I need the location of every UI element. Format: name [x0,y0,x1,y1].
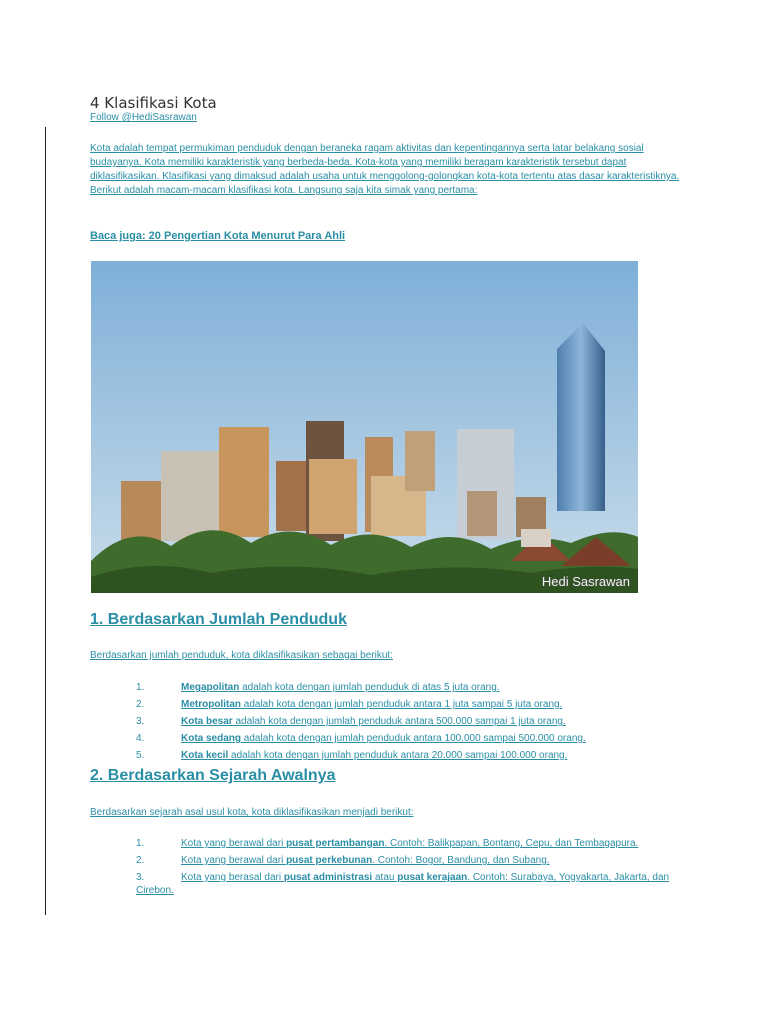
item-number: 5. [136,750,145,761]
item-term: Kota kecil [181,750,229,761]
list-item[interactable] [136,715,676,728]
baca-juga-link[interactable]: Baca juga: 20 Pengertian Kota Menurut Para Ahli [90,230,346,242]
item-term: pusat kerajaan [397,872,468,883]
item-text: . Contoh: Surabaya, Yogyakarta, Jakarta, dan Cirebon. [136,872,670,896]
section1-heading[interactable]: 1. Berdasarkan Jumlah Penduduk [90,611,347,628]
list-item[interactable] [136,837,676,850]
item-text: Kota yang berawal dari [181,838,287,849]
list-item[interactable] [136,854,676,867]
item-number: 2. [136,855,145,866]
item-text: adalah kota dengan jumlah penduduk antara 500.000 sampai 1 juta orang. [232,716,566,727]
list-item[interactable] [136,749,676,762]
section2-intro[interactable]: Berdasarkan sejarah asal usul kota, kota diklasifikasikan menjadi berikut: [90,807,414,818]
section1-intro[interactable]: Berdasarkan jumlah penduduk, kota diklasifikasikan sebagai berikut: [90,650,393,661]
intro-paragraph[interactable]: Kota adalah tempat permukiman penduduk dengan beraneka ragam aktivitas dan kepentingannya serta latar belakang sosial budayanya. Kota memiliki karakteristik yang berbeda-beda. Kota-kota yang memiliki beragam karakteristik tersebut dapat diklasifikasikan. Klasifikasi yang dimaksud adalah usaha untuk menggolong-golongkan kota-kota tertentu atas dasar karakteristiknya. Berikut adalah macam-macam klasifikasi kota. Langsung saja kita simak yang pertama: [90,143,680,196]
item-number: 2. [136,699,145,710]
follow-link[interactable]: Follow @HediSasrawan [90,112,197,123]
skyline-illustration [91,261,638,593]
item-number: 4. [136,733,145,744]
item-text: adalah kota dengan jumlah penduduk di atas 5 juta orang. [239,682,500,693]
item-number: 3. [136,872,145,883]
page-title: 4 Klasifikasi Kota [90,94,217,112]
list-item[interactable] [136,871,676,897]
section2-heading[interactable]: 2. Berdasarkan Sejarah Awalnya [90,767,336,784]
item-text: . Contoh: Bogor, Bandung, dan Subang. [372,855,550,866]
list-item[interactable] [136,698,676,711]
item-text: Kota yang berasal dari [181,872,284,883]
item-text: adalah kota dengan jumlah penduduk antara 20.000 sampai 100.000 orang. [228,750,568,761]
page-margin-line [45,127,46,915]
item-term: Megapolitan [181,682,240,693]
item-term: Kota besar [181,716,233,727]
list-item[interactable] [136,681,676,694]
item-term: pusat pertambangan [286,838,385,849]
item-term: pusat administrasi [283,872,373,883]
item-text: atau [372,872,398,883]
section1-list [136,681,676,766]
item-text: Kota yang berawal dari [181,855,287,866]
item-text: . Contoh: Balikpapan, Bontang, Cepu, dan Tembagapura. [384,838,639,849]
item-term: pusat perkebunan [286,855,373,866]
item-term: Kota sedang [181,733,242,744]
item-number: 1. [136,838,145,849]
item-number: 1. [136,682,145,693]
item-text: adalah kota dengan jumlah penduduk antara 1 juta sampai 5 juta orang. [241,699,563,710]
photo-watermark: Hedi Sasrawan [541,574,630,589]
section2-list [136,837,676,901]
city-skyline-photo [91,261,638,593]
list-item[interactable] [136,732,676,745]
item-text: adalah kota dengan jumlah penduduk antara 100.000 sampai 500.000 orang. [241,733,586,744]
item-term: Metropolitan [181,699,241,710]
item-number: 3. [136,716,145,727]
